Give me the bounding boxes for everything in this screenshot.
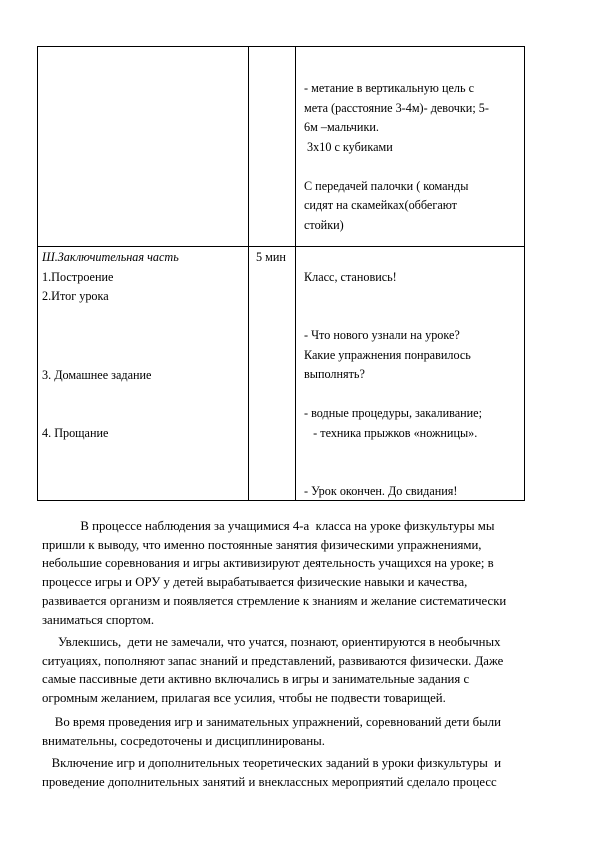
paragraph <box>42 754 552 791</box>
text-line: Включение игр и дополнительных теоретических заданий в уроки физкультуры и <box>42 756 502 770</box>
text-line: 3х10 с кубиками <box>304 139 393 154</box>
table-col-divider-1 <box>248 46 249 501</box>
table-border-left <box>37 46 38 501</box>
duration-value: 5 мин <box>256 250 286 264</box>
paragraph <box>42 633 552 708</box>
text-line: - метание в вертикальную цель с <box>304 81 474 95</box>
paragraph <box>42 713 552 750</box>
text-line: самые пассивные дети активно включались в игры и занимательные задания с <box>42 672 470 687</box>
content-line: - водные процедуры, закаливание; <box>304 406 482 420</box>
content-line: - Урок окончен. До свидания! <box>304 484 458 498</box>
text-line: небольшие соревнования и игры активизируют деятельность учащихся на уроке; в <box>42 556 494 571</box>
lesson-step: 3. Домашнее задание <box>42 368 152 382</box>
paragraph <box>42 517 552 629</box>
lesson-step: 4. Прощание <box>42 426 109 440</box>
text-line: Увлекшись, дети не замечали, что учатся, познают, ориентируются в необычных <box>42 635 501 649</box>
lesson-step: 1.Построение <box>42 270 114 284</box>
text-line: пришли к выводу, что именно постоянные занятия физическими упражнениями, <box>42 537 482 552</box>
content-line: Какие упражнения понравилось <box>304 348 471 362</box>
text-line: ситуациях, пополняют запас знаний и представлений, развиваются физически. Даже <box>42 653 504 668</box>
text-line: сидят на скамейках(оббегают <box>304 198 458 212</box>
text-line: проведение дополнительных занятий и внеклассных мероприятий сделало процесс <box>42 774 497 789</box>
text-line: развивается организм и появляется стремление к знаниям и желание систематически <box>42 593 507 608</box>
lesson-step: 2.Итог урока <box>42 289 109 303</box>
blank-line <box>304 157 489 177</box>
text-line: процессе игры и ОРУ у детей вырабатывается физические навыки и качества, <box>42 575 468 590</box>
text-line: огромным желанием, прилагая все усилия, чтобы не подвести товарищей. <box>42 691 446 706</box>
table-row-divider <box>37 246 525 247</box>
section-title: Ш.Заключительная часть <box>42 250 179 264</box>
table-border-right <box>524 46 525 501</box>
table-border-top <box>37 46 525 47</box>
content-line: - техника прыжков «ножницы». <box>304 426 478 440</box>
content-line: - Что нового узнали на уроке? <box>304 328 460 342</box>
text-line: В процессе наблюдения за учащимися 4-а класса на уроке физкультуры мы <box>42 519 495 533</box>
text-line: мета (расстояние 3-4м)- девочки; 5- <box>304 100 489 115</box>
row1-content-cell <box>304 79 489 235</box>
text-line: стойки) <box>304 217 344 232</box>
text-line: заниматься спортом. <box>42 612 155 627</box>
text-line: 6м –мальчики. <box>304 120 379 134</box>
table-col-divider-2 <box>295 46 296 501</box>
text-line: внимательны, сосредоточены и дисциплинированы. <box>42 733 325 748</box>
text-line: Во время проведения игр и занимательных упражнений, соревнований дети были <box>42 715 501 729</box>
content-line: выполнять? <box>304 367 365 381</box>
content-line: Класс, становись! <box>304 270 397 284</box>
text-line: С передачей палочки ( команды <box>304 178 469 193</box>
